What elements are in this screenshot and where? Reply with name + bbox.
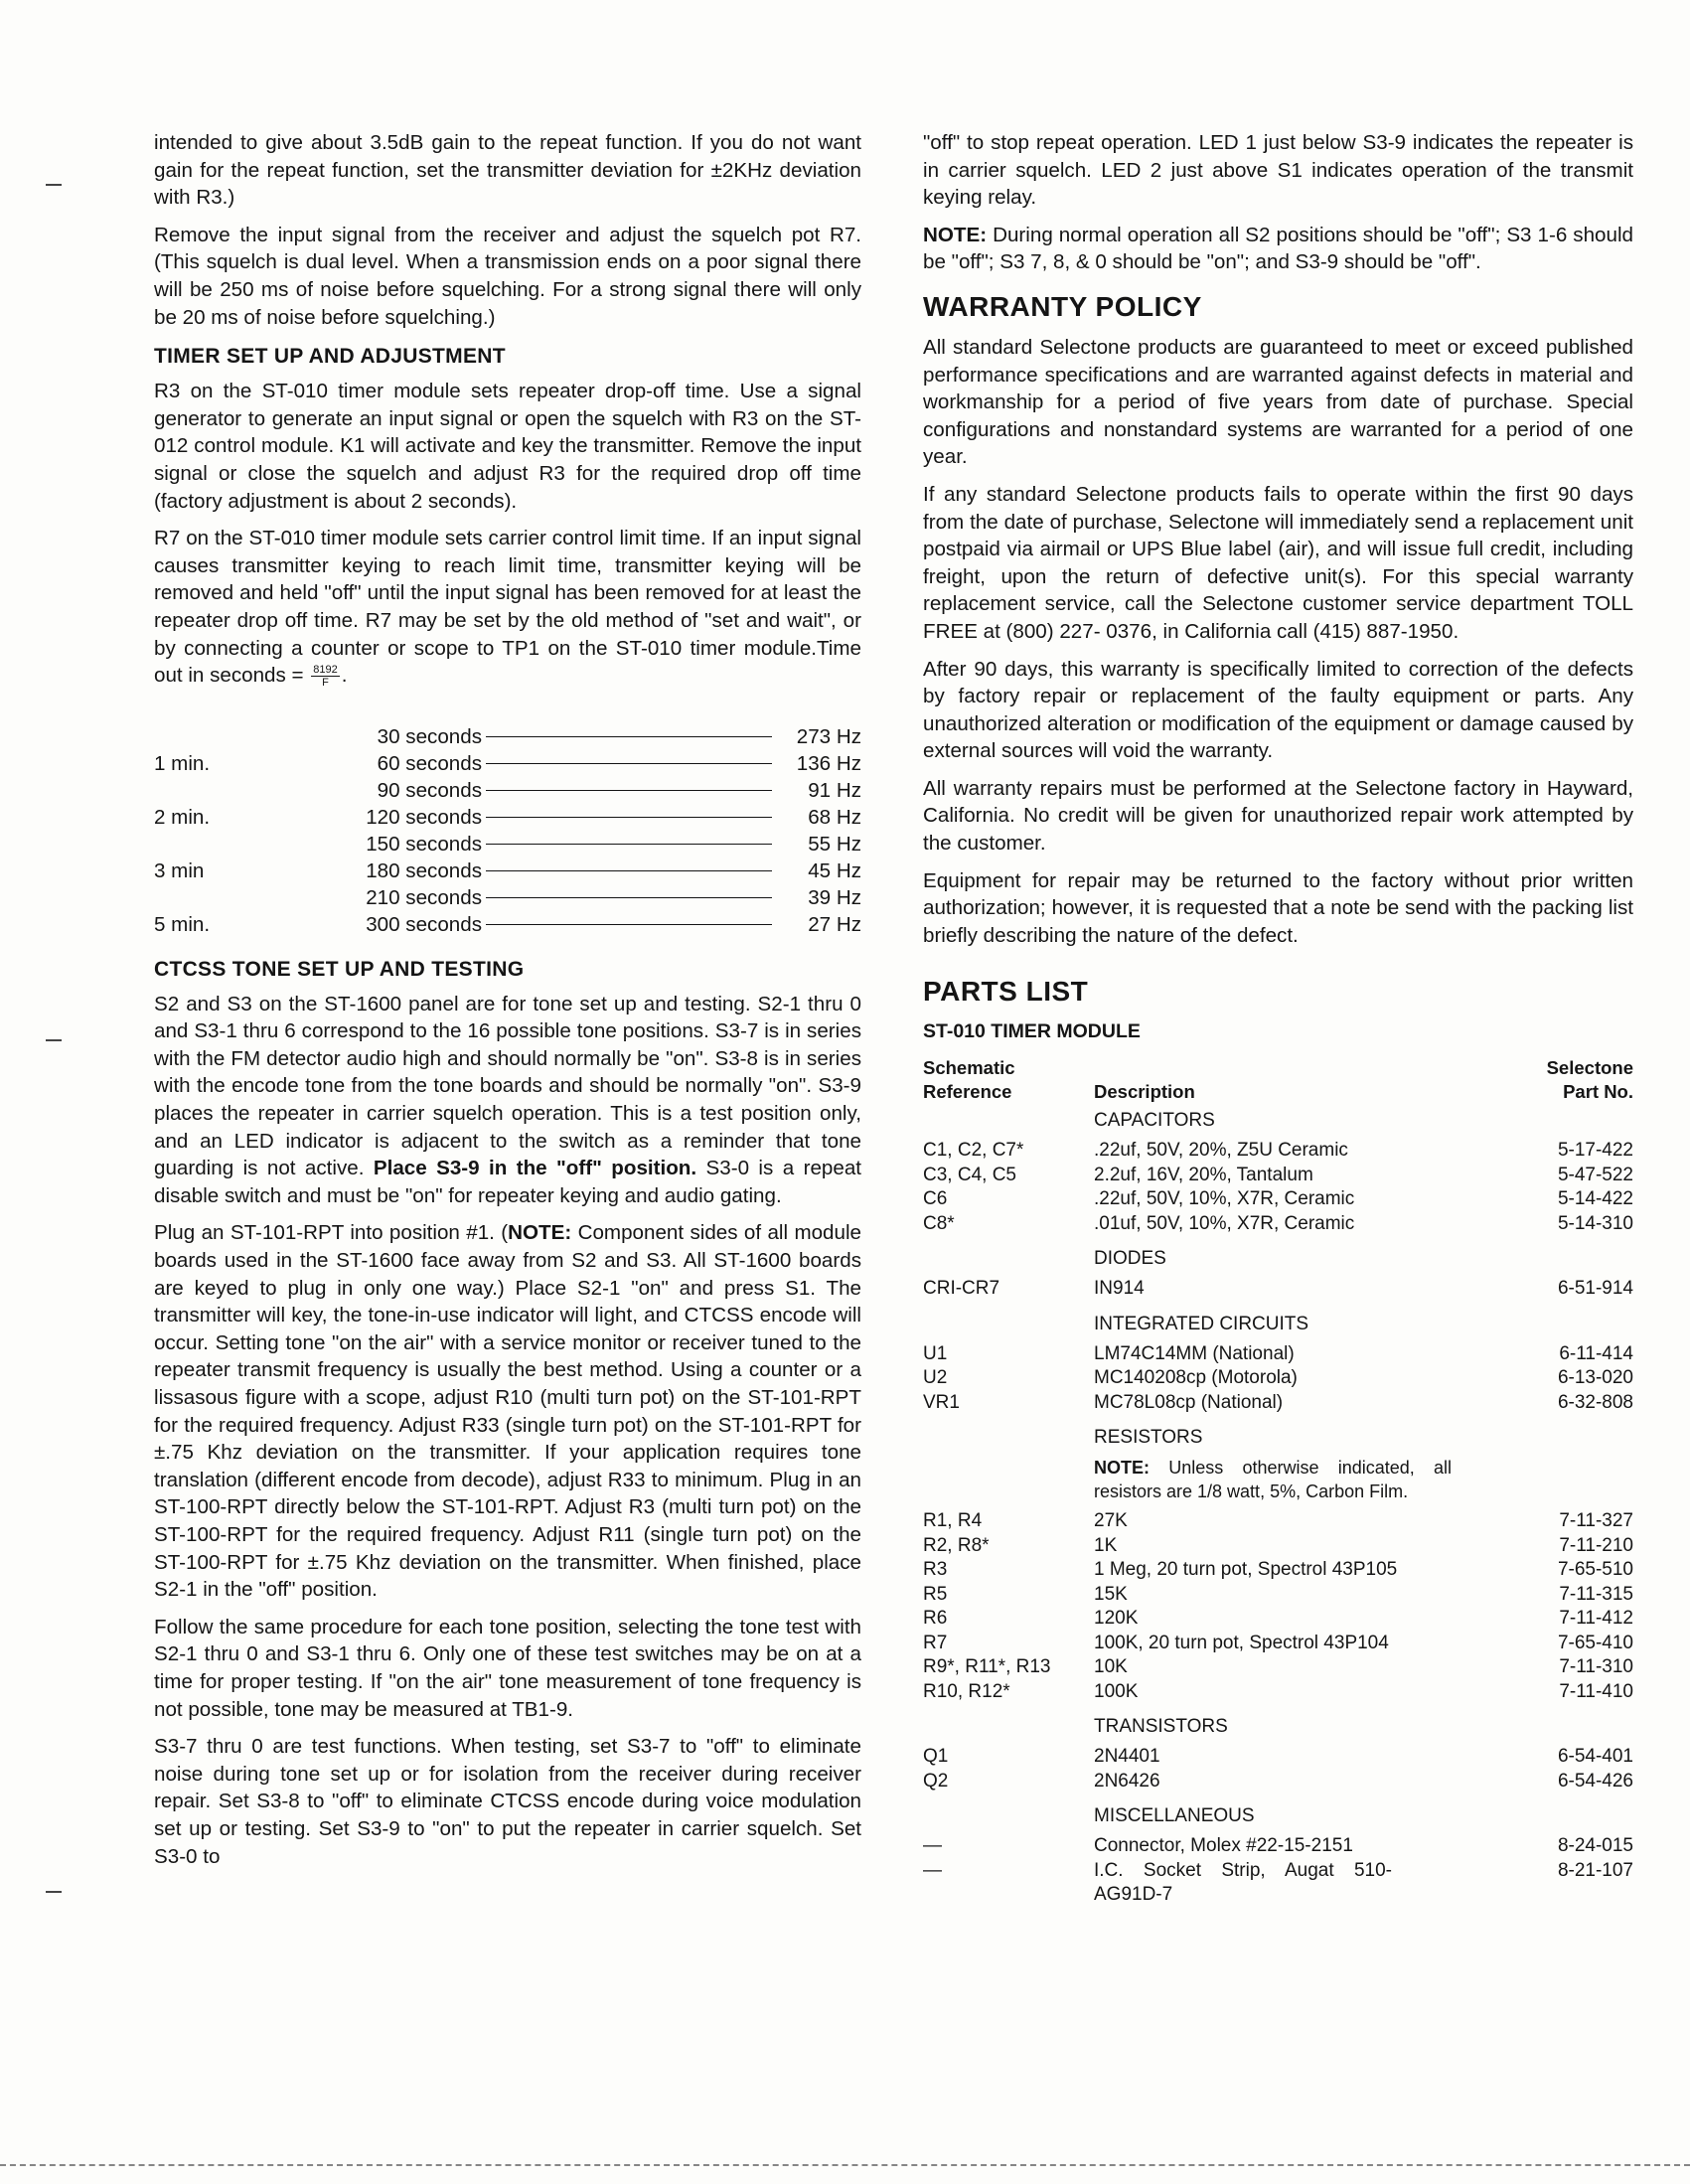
header-text: Part No. — [1563, 1081, 1633, 1103]
timer-seconds: 60 seconds — [377, 751, 482, 775]
fraction-denominator: F — [322, 677, 329, 690]
parts-row — [923, 1745, 1633, 1770]
note-label: NOTE: — [508, 1221, 572, 1245]
parts-row — [923, 1391, 1633, 1416]
leader-line — [486, 869, 772, 871]
part-number: 6-11-414 — [1559, 1342, 1633, 1364]
header-text: Description — [1094, 1081, 1195, 1103]
part-reference: R6 — [923, 1608, 948, 1630]
part-description: 1 Meg, 20 turn pot, Spectrol 43P105 — [1094, 1559, 1398, 1581]
timer-seconds: 300 seconds — [366, 912, 482, 936]
timer-frequency: 45 Hz — [808, 858, 861, 882]
leader-line — [486, 789, 772, 791]
bold-instruction: Place S3-9 in the "off" position. — [373, 1157, 697, 1180]
parts-row — [923, 1558, 1633, 1583]
part-description: .22uf, 50V, 10%, X7R, Ceramic — [1094, 1188, 1355, 1210]
timer-frequency: 27 Hz — [808, 912, 861, 936]
paragraph: R3 on the ST-010 timer module sets repeater drop-off time. Use a signal generator to generate an input signal or open the squelch with R3 on the ST-012 control module. K1 will activate and key the transmitter. Remove the input signal or close the squelch and adjust R3 for the required drop off time (factory adjustment is about 2 seconds). — [154, 380, 861, 513]
header-text: Selectone — [1546, 1057, 1633, 1079]
part-reference: R3 — [923, 1559, 948, 1581]
parts-table-header — [923, 1056, 1633, 1104]
paragraph-text: S2 and S3 on the ST-1600 panel are for tone set up and testing. S2-1 thru 0 and S3-1 thru 6 correspond to the 16 possible tone positions. S3-7 is in series with the FM detector audio high and should normally be "on". S3-8 is in series with the encode tone from the tone boards and should be normally "on". S3-9 places the repeater in carrier squelch operation. This is a test position only, and an LED indicator is adjacent to the switch as a reminder that tone guarding is not active. — [154, 992, 861, 1180]
note-text: During normal operation all S2 positions should be "off"; S3 1-6 should be "off"; S3 7, 8, & 0 should be "on"; and S3-9 should be "off". — [923, 223, 1633, 274]
parts-row — [923, 1834, 1633, 1859]
header-text: Reference — [923, 1081, 1012, 1103]
paragraph: Follow the same procedure for each tone position, selecting the tone test with S2-1 thru 0 and S3-1 thru 6. Only one of these test switches may be on at a time for proper testing. If "on the air" tone measurement of tone frequency is not possible, tone may be measured at TB1-9. — [154, 1615, 861, 1721]
parts-list — [923, 1108, 1633, 1908]
fraction-numerator: 8192 — [313, 664, 338, 677]
part-reference: R9*, R11*, R13 — [923, 1656, 1051, 1678]
timer-seconds: 210 seconds — [366, 885, 482, 909]
part-description: 10K — [1094, 1656, 1128, 1678]
paragraph: R7 on the ST-010 timer module sets carrier control limit time. If an input signal causes transmitter keying to reach limit time, transmitter keying will be removed and held "off" until the input signal has been removed for at least the repeater drop off time. R7 may be set by the old method of "set and wait", or by connecting a counter or scope to TP1 on the ST-010 timer module.Time out in seconds = $\frac{8192}{F}$ . — [154, 527, 861, 690]
module-heading: ST-010 TIMER MODULE — [923, 1020, 1141, 1043]
right-column — [923, 129, 1633, 1918]
parts-group — [923, 1108, 1633, 1236]
part-number: 6-51-914 — [1557, 1278, 1633, 1300]
parts-group-title: RESISTORS — [1094, 1427, 1203, 1449]
timer-row — [154, 911, 861, 938]
timer-table — [154, 723, 861, 938]
part-description: 100K — [1094, 1680, 1139, 1702]
timer-frequency: 136 Hz — [796, 751, 861, 775]
timer-row — [154, 831, 861, 858]
part-reference: — — [923, 1859, 942, 1881]
timer-frequency: 68 Hz — [808, 805, 861, 829]
note-label: NOTE: — [923, 223, 988, 246]
part-reference: C8* — [923, 1212, 955, 1234]
part-description: MC140208cp (Motorola) — [1094, 1367, 1298, 1389]
part-description: 27K — [1094, 1510, 1128, 1532]
column-header-reference — [923, 1056, 1094, 1104]
leader-line — [486, 896, 772, 898]
timer-minutes: 5 min. — [154, 912, 211, 936]
part-reference: Q2 — [923, 1770, 949, 1792]
parts-row — [923, 1632, 1633, 1656]
paragraph: "off" to stop repeat operation. LED 1 just below S3-9 indicates the repeater is in carrier squelch. LED 2 just above S1 indicates operation of the transmit keying relay. — [923, 131, 1633, 210]
timer-row — [154, 777, 861, 804]
timer-minutes: 1 min. — [154, 751, 211, 775]
part-reference: U1 — [923, 1342, 948, 1364]
part-reference: C6 — [923, 1188, 948, 1210]
parts-row — [923, 1212, 1633, 1237]
part-reference: C1, C2, C7* — [923, 1140, 1024, 1162]
part-description: LM74C14MM (National) — [1094, 1342, 1295, 1364]
parts-group — [923, 1425, 1633, 1704]
part-number: 7-65-510 — [1557, 1559, 1633, 1581]
part-description: .22uf, 50V, 20%, Z5U Ceramic — [1094, 1140, 1348, 1162]
leader-line — [486, 923, 772, 925]
part-reference: R10, R12* — [923, 1680, 1010, 1702]
paragraph: All warranty repairs must be performed at the Selectone factory in Hayward, California. No credit will be given for unauthorized repair work attempted by the customer. — [923, 776, 1633, 856]
parts-row — [923, 1277, 1633, 1302]
parts-row — [923, 1164, 1633, 1188]
paragraph — [154, 1219, 861, 1603]
paragraph-text: Component sides of all module boards used in the ST-1600 face away from S2 and S3. All ST-1600 boards are keyed to plug in only one way.) Place S2-1 "on" and press S1. The transmitter will key, the tone-in-use indicator will light, and CTCSS encode will occur. Setting tone "on the air" with a service monitor or receiver tuned to the repeater transmit frequency is usually the best method. Using a counter or a lissasous figure with a scope, adjust R10 (multi turn pot) on the ST-101-RPT for the required frequency. Adjust R33 (single turn pot) on the ST-101-RPT for ±.75 Khz deviation on the transmitter. If your application requires tone translation (different encode from decode), adjust R33 to minimum. Plug in an ST-100-RPT directly below the ST-101-RPT. Adjust R3 (multi turn pot) on the ST-100-RPT for the required frequency. Adjust R11 (single turn pot) on the ST-100-RPT for ±.75 Khz deviation on the transmitter. When finished, place S2-1 in the "off" position. — [154, 1221, 861, 1602]
timer-frequency: 273 Hz — [796, 724, 861, 748]
timer-row — [154, 723, 861, 750]
part-number: 7-11-210 — [1559, 1534, 1633, 1556]
timer-frequency: 91 Hz — [808, 778, 861, 802]
section-heading-timer: TIMER SET UP AND ADJUSTMENT — [154, 345, 506, 369]
part-reference: C3, C4, C5 — [923, 1164, 1016, 1185]
part-description: .01uf, 50V, 10%, X7R, Ceramic — [1094, 1212, 1355, 1234]
timer-seconds: 120 seconds — [366, 805, 482, 829]
leader-line — [486, 843, 772, 845]
paragraph: After 90 days, this warranty is specifically limited to correction of the defects by factory repair or replacement of the faulty equipment or parts. Any unauthorized alteration or modification of the equipment or damage caused by external sources will void the warranty. — [923, 657, 1633, 763]
leader-line — [486, 762, 772, 764]
parts-row — [923, 1139, 1633, 1164]
paragraph: All standard Selectone products are guaranteed to meet or exceed published performance specifications and are warranted against defects in material and workmanship for a period of five years from date of purchase. Special configurations and nonstandard systems are warranted for a period of one year. — [923, 335, 1633, 469]
part-description: 1K — [1094, 1534, 1118, 1556]
margin-mark — [46, 1039, 62, 1041]
paragraph-text: S3-0 is a repeat disable switch and must be "on" for repeater keying and audio gating. — [154, 1157, 861, 1207]
part-number: 6-54-401 — [1557, 1746, 1633, 1768]
paragraph: Equipment for repair may be returned to the factory without prior written authorization; however, it is requested that a note be send with the packing list briefly describing the nature of the defect. — [923, 868, 1633, 947]
timer-seconds: 90 seconds — [377, 778, 482, 802]
part-reference: CRI-CR7 — [923, 1278, 1000, 1300]
paragraph: Remove the input signal from the receiver and adjust the squelch pot R7. (This squelch is dual level. When a transmission ends on a poor signal there will be 250 ms of noise before squelching. For a strong signal there will only be 20 ms of noise before squelching.) — [154, 223, 861, 329]
parts-row — [923, 1534, 1633, 1559]
section-heading-parts: PARTS LIST — [923, 976, 1089, 1008]
parts-group — [923, 1246, 1633, 1302]
parts-row — [923, 1509, 1633, 1534]
paragraph-text: R7 on the ST-010 timer module sets carrier control limit time. If an input signal causes transmitter keying to reach limit time, transmitter keying will be removed and held "off" until the input signal has been removed for at least the repeater drop off time. R7 may be set by the old method of "set and wait", or by connecting a counter or scope to TP1 on the ST-010 timer module.Time out in seconds = — [154, 527, 861, 688]
column-header-part — [1506, 1056, 1633, 1104]
note-text: Unless otherwise indicated, all resistors are 1/8 watt, 5%, Carbon Film. — [1094, 1458, 1452, 1502]
parts-row — [923, 1366, 1633, 1391]
part-description: 2N6426 — [1094, 1770, 1160, 1792]
part-description: 2.2uf, 16V, 20%, Tantalum — [1094, 1164, 1313, 1185]
part-reference: R1, R4 — [923, 1510, 983, 1532]
part-description: 15K — [1094, 1583, 1128, 1605]
header-text: Schematic — [923, 1057, 1015, 1079]
part-number: 7-11-310 — [1559, 1656, 1633, 1678]
timer-seconds: 30 seconds — [377, 724, 482, 748]
leader-line — [486, 816, 772, 818]
part-number: 5-17-422 — [1557, 1140, 1633, 1162]
timer-frequency: 55 Hz — [808, 832, 861, 856]
parts-row — [923, 1187, 1633, 1212]
part-reference: — — [923, 1835, 942, 1857]
parts-group — [923, 1803, 1633, 1908]
part-description: 120K — [1094, 1608, 1139, 1630]
section-heading-ctcss: CTCSS TONE SET UP AND TESTING — [154, 957, 525, 981]
parts-row — [923, 1680, 1633, 1705]
part-description: Connector, Molex #22-15-2151 — [1094, 1835, 1353, 1857]
part-description: 100K, 20 turn pot, Spectrol 43P104 — [1094, 1632, 1389, 1653]
part-reference: R2, R8* — [923, 1534, 990, 1556]
parts-row — [923, 1583, 1633, 1608]
part-reference: Q1 — [923, 1746, 949, 1768]
parts-group-title: MISCELLANEOUS — [1094, 1805, 1255, 1827]
part-number: 6-54-426 — [1557, 1770, 1633, 1792]
part-number: 5-14-422 — [1557, 1188, 1633, 1210]
parts-row — [923, 1342, 1633, 1367]
margin-mark — [46, 1891, 62, 1893]
part-number: 5-14-310 — [1557, 1212, 1633, 1234]
part-number: 7-11-410 — [1559, 1680, 1633, 1702]
leader-line — [486, 735, 772, 737]
part-reference: VR1 — [923, 1391, 960, 1413]
parts-group-title: DIODES — [1094, 1248, 1166, 1270]
part-reference: U2 — [923, 1367, 948, 1389]
part-number: 6-32-808 — [1557, 1391, 1633, 1413]
parts-group — [923, 1312, 1633, 1416]
parts-row — [923, 1859, 1633, 1908]
timer-row — [154, 804, 861, 831]
paragraph: S3-7 thru 0 are test functions. When testing, set S3-7 to "off" to eliminate noise during tone set up or for isolation from the receiver during receiver repair. Set S3-8 to "off" to eliminate CTCSS encode during voice modulation set up or testing. Set S3-9 to "on" to put the repeater in carrier squelch. Set S3-0 to — [154, 1735, 861, 1868]
paragraph-text: Plug an ST-101-RPT into position #1. ( — [154, 1221, 509, 1245]
part-number: 8-24-015 — [1557, 1835, 1633, 1857]
part-description: 2N4401 — [1094, 1746, 1160, 1768]
parts-group-note — [923, 1456, 1452, 1503]
part-number: 7-65-410 — [1557, 1632, 1633, 1653]
left-column — [154, 129, 861, 1880]
timer-seconds: 180 seconds — [366, 858, 482, 882]
part-number: 7-11-412 — [1559, 1608, 1633, 1630]
column-header-description — [1094, 1056, 1506, 1104]
part-number: 7-11-327 — [1559, 1510, 1633, 1532]
part-reference: R7 — [923, 1632, 948, 1653]
margin-mark — [46, 184, 62, 186]
parts-group — [923, 1714, 1633, 1794]
paragraph — [154, 991, 861, 1210]
parts-row — [923, 1655, 1633, 1680]
part-number: 7-11-315 — [1559, 1583, 1633, 1605]
note-label: NOTE: — [1094, 1458, 1150, 1479]
fraction — [311, 664, 339, 689]
parts-row — [923, 1770, 1633, 1794]
parts-group-title: TRANSISTORS — [1094, 1716, 1228, 1738]
parts-group-title: INTEGRATED CIRCUITS — [1094, 1313, 1309, 1334]
part-description: MC78L08cp (National) — [1094, 1391, 1284, 1413]
section-heading-warranty: WARRANTY POLICY — [923, 290, 1202, 322]
part-number: 6-13-020 — [1557, 1367, 1633, 1389]
timer-minutes: 2 min. — [154, 805, 211, 829]
note-paragraph — [923, 222, 1633, 276]
timer-row — [154, 884, 861, 911]
parts-row — [923, 1607, 1633, 1632]
timer-minutes: 3 min — [154, 858, 205, 882]
part-description: I.C. Socket Strip, Augat 510-AG91D-7 — [1094, 1859, 1392, 1906]
timer-row — [154, 750, 861, 777]
timer-row — [154, 858, 861, 884]
part-number: 8-21-107 — [1557, 1859, 1633, 1881]
part-reference: R5 — [923, 1583, 948, 1605]
part-number: 5-47-522 — [1557, 1164, 1633, 1185]
timer-seconds: 150 seconds — [366, 832, 482, 856]
part-description: IN914 — [1094, 1278, 1145, 1300]
parts-group-title: CAPACITORS — [1094, 1110, 1215, 1132]
page-bottom-rule — [0, 2164, 1690, 2168]
paragraph: intended to give about 3.5dB gain to the repeat function. If you do not want gain for the repeat function, set the transmitter deviation for ±2KHz deviation with R3.) — [154, 131, 861, 210]
timer-frequency: 39 Hz — [808, 885, 861, 909]
paragraph: If any standard Selectone products fails to operate within the first 90 days from the date of purchase, Selectone will immediately send a replacement unit postpaid via airmail or UPS Blue label (air), and will issue full credit, including freight, upon the return of defective unit(s). For this special warranty replacement service, call the Selectone customer service department TOLL FREE at (800) 227- 0376, in California call (415) 887-1950. — [923, 482, 1633, 643]
